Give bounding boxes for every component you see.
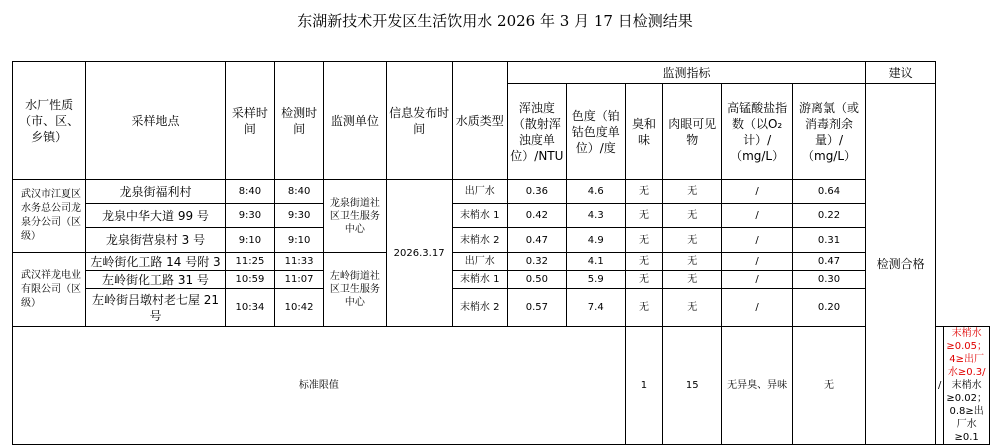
header-test-time: 检测时间 <box>275 62 324 180</box>
header-plant-type: 水厂性质（市、区、乡镇） <box>13 62 86 180</box>
header-color: 色度（铂钴色度单位）/度 <box>566 84 625 180</box>
permanganate-cell: / <box>722 228 793 253</box>
sample-time-cell: 11:25 <box>225 253 274 271</box>
test-time-cell: 10:42 <box>275 289 324 327</box>
water-type-cell: 出厂水 <box>452 180 507 204</box>
water-type-cell: 末梢水 1 <box>452 204 507 228</box>
odor-cell: 无 <box>625 253 663 271</box>
monitor-unit-2: 左岭街道社区卫生服务中心 <box>324 253 387 327</box>
monitor-unit-1: 龙泉街道社区卫生服务中心 <box>324 180 387 253</box>
permanganate-cell: / <box>722 271 793 289</box>
standard-chlorine <box>944 327 990 445</box>
color-cell: 7.4 <box>566 289 625 327</box>
standard-odor: 无异臭、异味 <box>722 327 793 445</box>
visible-cell: 无 <box>663 180 722 204</box>
test-time-cell: 9:30 <box>275 204 324 228</box>
results-table <box>12 61 990 445</box>
pub-date: 2026.3.17 <box>386 180 452 327</box>
color-cell: 4.6 <box>566 180 625 204</box>
test-time-cell: 9:10 <box>275 228 324 253</box>
visible-cell: 无 <box>663 253 722 271</box>
header-odor: 臭和味 <box>625 84 663 180</box>
visible-cell: 无 <box>663 204 722 228</box>
header-advice: 建议 <box>866 62 936 84</box>
header-permanganate: 高锰酸盐指数（以O₂计）/（mg/L） <box>722 84 793 180</box>
table-row <box>13 253 990 271</box>
turbidity-cell: 0.47 <box>507 228 566 253</box>
turbidity-cell: 0.42 <box>507 204 566 228</box>
header-chlorine: 游离氯（或消毒剂余量）/（mg/L） <box>792 84 865 180</box>
site-cell: 龙泉中华大道 99 号 <box>86 204 226 228</box>
table-row <box>13 228 990 253</box>
visible-cell: 无 <box>663 271 722 289</box>
site-cell: 左岭街化工路 31 号 <box>86 271 226 289</box>
chlorine-limit-red: 末梢水≥0.05；4≥出厂水≥0.3/ <box>946 328 987 378</box>
odor-cell: 无 <box>625 228 663 253</box>
color-cell: 5.9 <box>566 271 625 289</box>
header-visible: 肉眼可见物 <box>663 84 722 180</box>
sample-time-cell: 8:40 <box>225 180 274 204</box>
turbidity-cell: 0.57 <box>507 289 566 327</box>
header-turbidity: 浑浊度（散射浑浊度单位）/NTU <box>507 84 566 180</box>
odor-cell: 无 <box>625 271 663 289</box>
sample-time-cell: 9:30 <box>225 204 274 228</box>
turbidity-cell: 0.36 <box>507 180 566 204</box>
chlorine-cell: 0.64 <box>792 180 865 204</box>
page-title: 东湖新技术开发区生活饮用水 2026 年 3 月 17 日检测结果 <box>297 12 693 30</box>
standard-label: 标准限值 <box>13 327 626 445</box>
color-cell: 4.9 <box>566 228 625 253</box>
standard-row <box>13 327 990 445</box>
test-time-cell: 8:40 <box>275 180 324 204</box>
sample-time-cell: 9:10 <box>225 228 274 253</box>
standard-permanganate: / <box>935 327 943 445</box>
odor-cell: 无 <box>625 204 663 228</box>
turbidity-cell: 0.32 <box>507 253 566 271</box>
water-type-cell: 末梢水 2 <box>452 228 507 253</box>
header-monitor-group: 监测指标 <box>507 62 865 84</box>
visible-cell: 无 <box>663 289 722 327</box>
permanganate-cell: / <box>722 253 793 271</box>
table-row <box>13 271 990 289</box>
advice-value: 检测合格 <box>866 84 936 445</box>
site-cell: 龙泉街营泉村 3 号 <box>86 228 226 253</box>
permanganate-cell: / <box>722 289 793 327</box>
header-unit: 监测单位 <box>324 62 387 180</box>
odor-cell: 无 <box>625 180 663 204</box>
chlorine-cell: 0.30 <box>792 271 865 289</box>
water-type-cell: 出厂水 <box>452 253 507 271</box>
water-type-cell: 末梢水 1 <box>452 271 507 289</box>
header-site: 采样地点 <box>86 62 226 180</box>
chlorine-cell: 0.20 <box>792 289 865 327</box>
table-row <box>13 204 990 228</box>
standard-color: 15 <box>663 327 722 445</box>
standard-visible: 无 <box>792 327 865 445</box>
permanganate-cell: / <box>722 180 793 204</box>
header-water-type: 水质类型 <box>452 62 507 180</box>
header-pub-time: 信息发布时间 <box>386 62 452 180</box>
site-cell: 龙泉街福利村 <box>86 180 226 204</box>
table-row <box>13 180 990 204</box>
standard-turbidity: 1 <box>625 327 663 445</box>
odor-cell: 无 <box>625 289 663 327</box>
test-time-cell: 11:33 <box>275 253 324 271</box>
site-cell: 左岭街吕墩村老七屋 21 号 <box>86 289 226 327</box>
sample-time-cell: 10:59 <box>225 271 274 289</box>
site-cell: 左岭街化工路 14 号附 3 <box>86 253 226 271</box>
water-type-cell: 末梢水 2 <box>452 289 507 327</box>
permanganate-cell: / <box>722 204 793 228</box>
header-sample-time: 采样时间 <box>225 62 274 180</box>
test-time-cell: 11:07 <box>275 271 324 289</box>
chlorine-limit-black: 末梢水≥0.02；0.8≥出厂水≥0.1 <box>946 380 987 443</box>
chlorine-cell: 0.47 <box>792 253 865 271</box>
chlorine-cell: 0.22 <box>792 204 865 228</box>
chlorine-cell: 0.31 <box>792 228 865 253</box>
color-cell: 4.3 <box>566 204 625 228</box>
color-cell: 4.1 <box>566 253 625 271</box>
sample-time-cell: 10:34 <box>225 289 274 327</box>
table-row <box>13 289 990 327</box>
plant-name-1: 武汉市江夏区水务总公司龙泉分公司（区级） <box>13 180 86 253</box>
turbidity-cell: 0.50 <box>507 271 566 289</box>
plant-name-2: 武汉祥龙电业有限公司（区级） <box>13 253 86 327</box>
visible-cell: 无 <box>663 228 722 253</box>
